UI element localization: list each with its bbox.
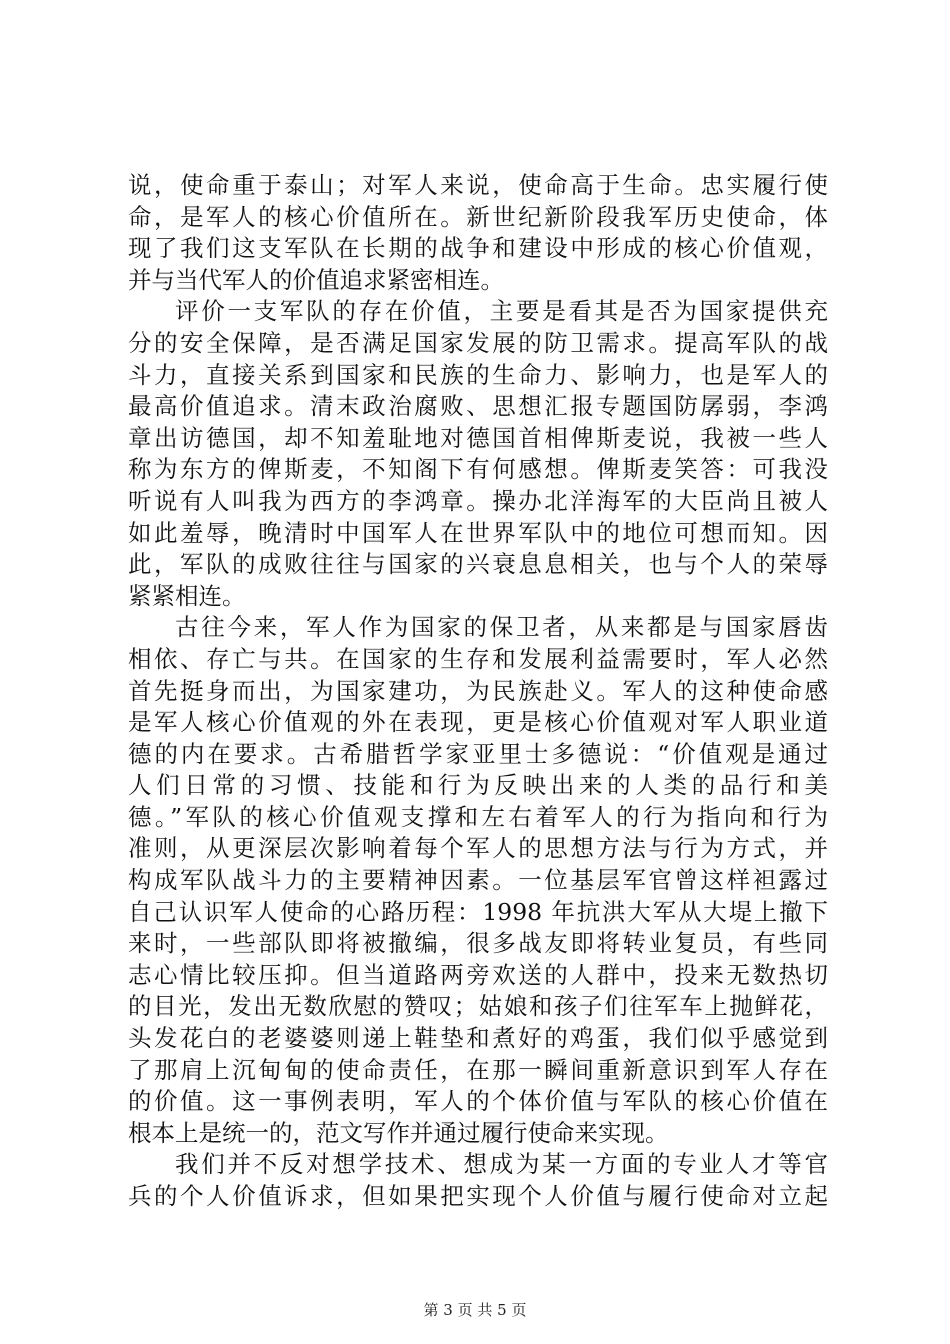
text-line: 章出访德国，却不知羞耻地对德国首相俾斯麦说，我被一些人 bbox=[128, 423, 828, 452]
text-line: 志心情比较压抑。但当道路两旁欢送的人群中，投来无数热切 bbox=[128, 960, 828, 989]
text-line: 人们日常的习惯、技能和行为反映出来的人类的品行和美 bbox=[128, 771, 828, 800]
text-line: 紧紧相连。 bbox=[128, 581, 246, 610]
text-line: 命，是军人的核心价值所在。新世纪新阶段我军历史使命，体 bbox=[128, 202, 828, 231]
text-line: 构成军队战斗力的主要精神因素。一位基层军官曾这样袒露过 bbox=[128, 866, 828, 895]
text-line: 首先挺身而出，为国家建功，为民族赴义。军人的这种使命感 bbox=[128, 676, 828, 705]
text-line: 我们并不反对想学技术、想成为某一方面的专业人才等官 bbox=[175, 1150, 828, 1179]
text-line: 头发花白的老婆婆则递上鞋垫和煮好的鸡蛋，我们似乎感觉到 bbox=[128, 1024, 828, 1053]
text-line: 分的安全保障，是否满足国家发展的防卫需求。提高军队的战 bbox=[128, 328, 828, 357]
text-line: 兵的个人价值诉求，但如果把实现个人价值与履行使命对立起 bbox=[128, 1182, 828, 1210]
text-line: 是军人核心价值观的外在表现，更是核心价值观对军人职业道 bbox=[128, 708, 828, 737]
text-line: 听说有人叫我为西方的李鸿章。操办北洋海军的大臣尚且被人 bbox=[128, 486, 828, 515]
text-line: 自己认识军人使命的心路历程：1998 年抗洪大军从大堤上撤下 bbox=[128, 897, 828, 926]
text-line: 说，使命重于泰山；对军人来说，使命高于生命。忠实履行使 bbox=[128, 171, 828, 199]
text-line: 评价一支军队的存在价值，主要是看其是否为国家提供充 bbox=[175, 297, 828, 326]
text-line: 德。”军队的核心价值观支撑和左右着军人的行为指向和行为 bbox=[128, 802, 828, 831]
text-line: 此，军队的成败往往与国家的兴衰息息相关，也与个人的荣辱 bbox=[128, 550, 828, 579]
text-line: 称为东方的俾斯麦，不知阁下有何感想。俾斯麦笑答：可我没 bbox=[128, 455, 828, 484]
text-line: 来时，一些部队即将被撤编，很多战友即将转业复员，有些同 bbox=[128, 929, 828, 958]
text-line: 最高价值追求。清末政治腐败、思想汇报专题国防孱弱，李鸿 bbox=[128, 392, 828, 421]
text-line: 德的内在要求。古希腊哲学家亚里士多德说：“价值观是通过 bbox=[128, 739, 828, 768]
text-line: 了那肩上沉甸甸的使命责任，在那一瞬间重新意识到军人存在 bbox=[128, 1055, 828, 1084]
text-line: 相依、存亡与共。在国家的生存和发展利益需要时，军人必然 bbox=[128, 644, 828, 673]
text-line: 的目光，发出无数欣慰的赞叹；姑娘和孩子们往军车上抛鲜花， bbox=[128, 992, 828, 1021]
text-line: 如此羞辱，晚清时中国军人在世界军队中的地位可想而知。因 bbox=[128, 518, 828, 547]
text-line: 现了我们这支军队在长期的战争和建设中形成的核心价值观， bbox=[128, 234, 828, 263]
body-text bbox=[128, 170, 828, 1213]
text-line: 的价值。这一事例表明，军人的个体价值与军队的核心价值在 bbox=[128, 1087, 828, 1116]
text-line: 古往今来，军人作为国家的保卫者，从来都是与国家唇齿 bbox=[175, 613, 828, 642]
text-line: 并与当代军人的价值追求紧密相连。 bbox=[128, 265, 504, 294]
text-line: 准则，从更深层次影响着每个军人的思想方法与行为方式，并 bbox=[128, 834, 828, 863]
text-line: 斗力，直接关系到国家和民族的生命力、影响力，也是军人的 bbox=[128, 360, 828, 389]
page-number-footer: 第 3 页 共 5 页 bbox=[423, 1301, 527, 1319]
text-line: 根本上是统一的，范文写作并通过履行使命来实现。 bbox=[128, 1118, 669, 1147]
